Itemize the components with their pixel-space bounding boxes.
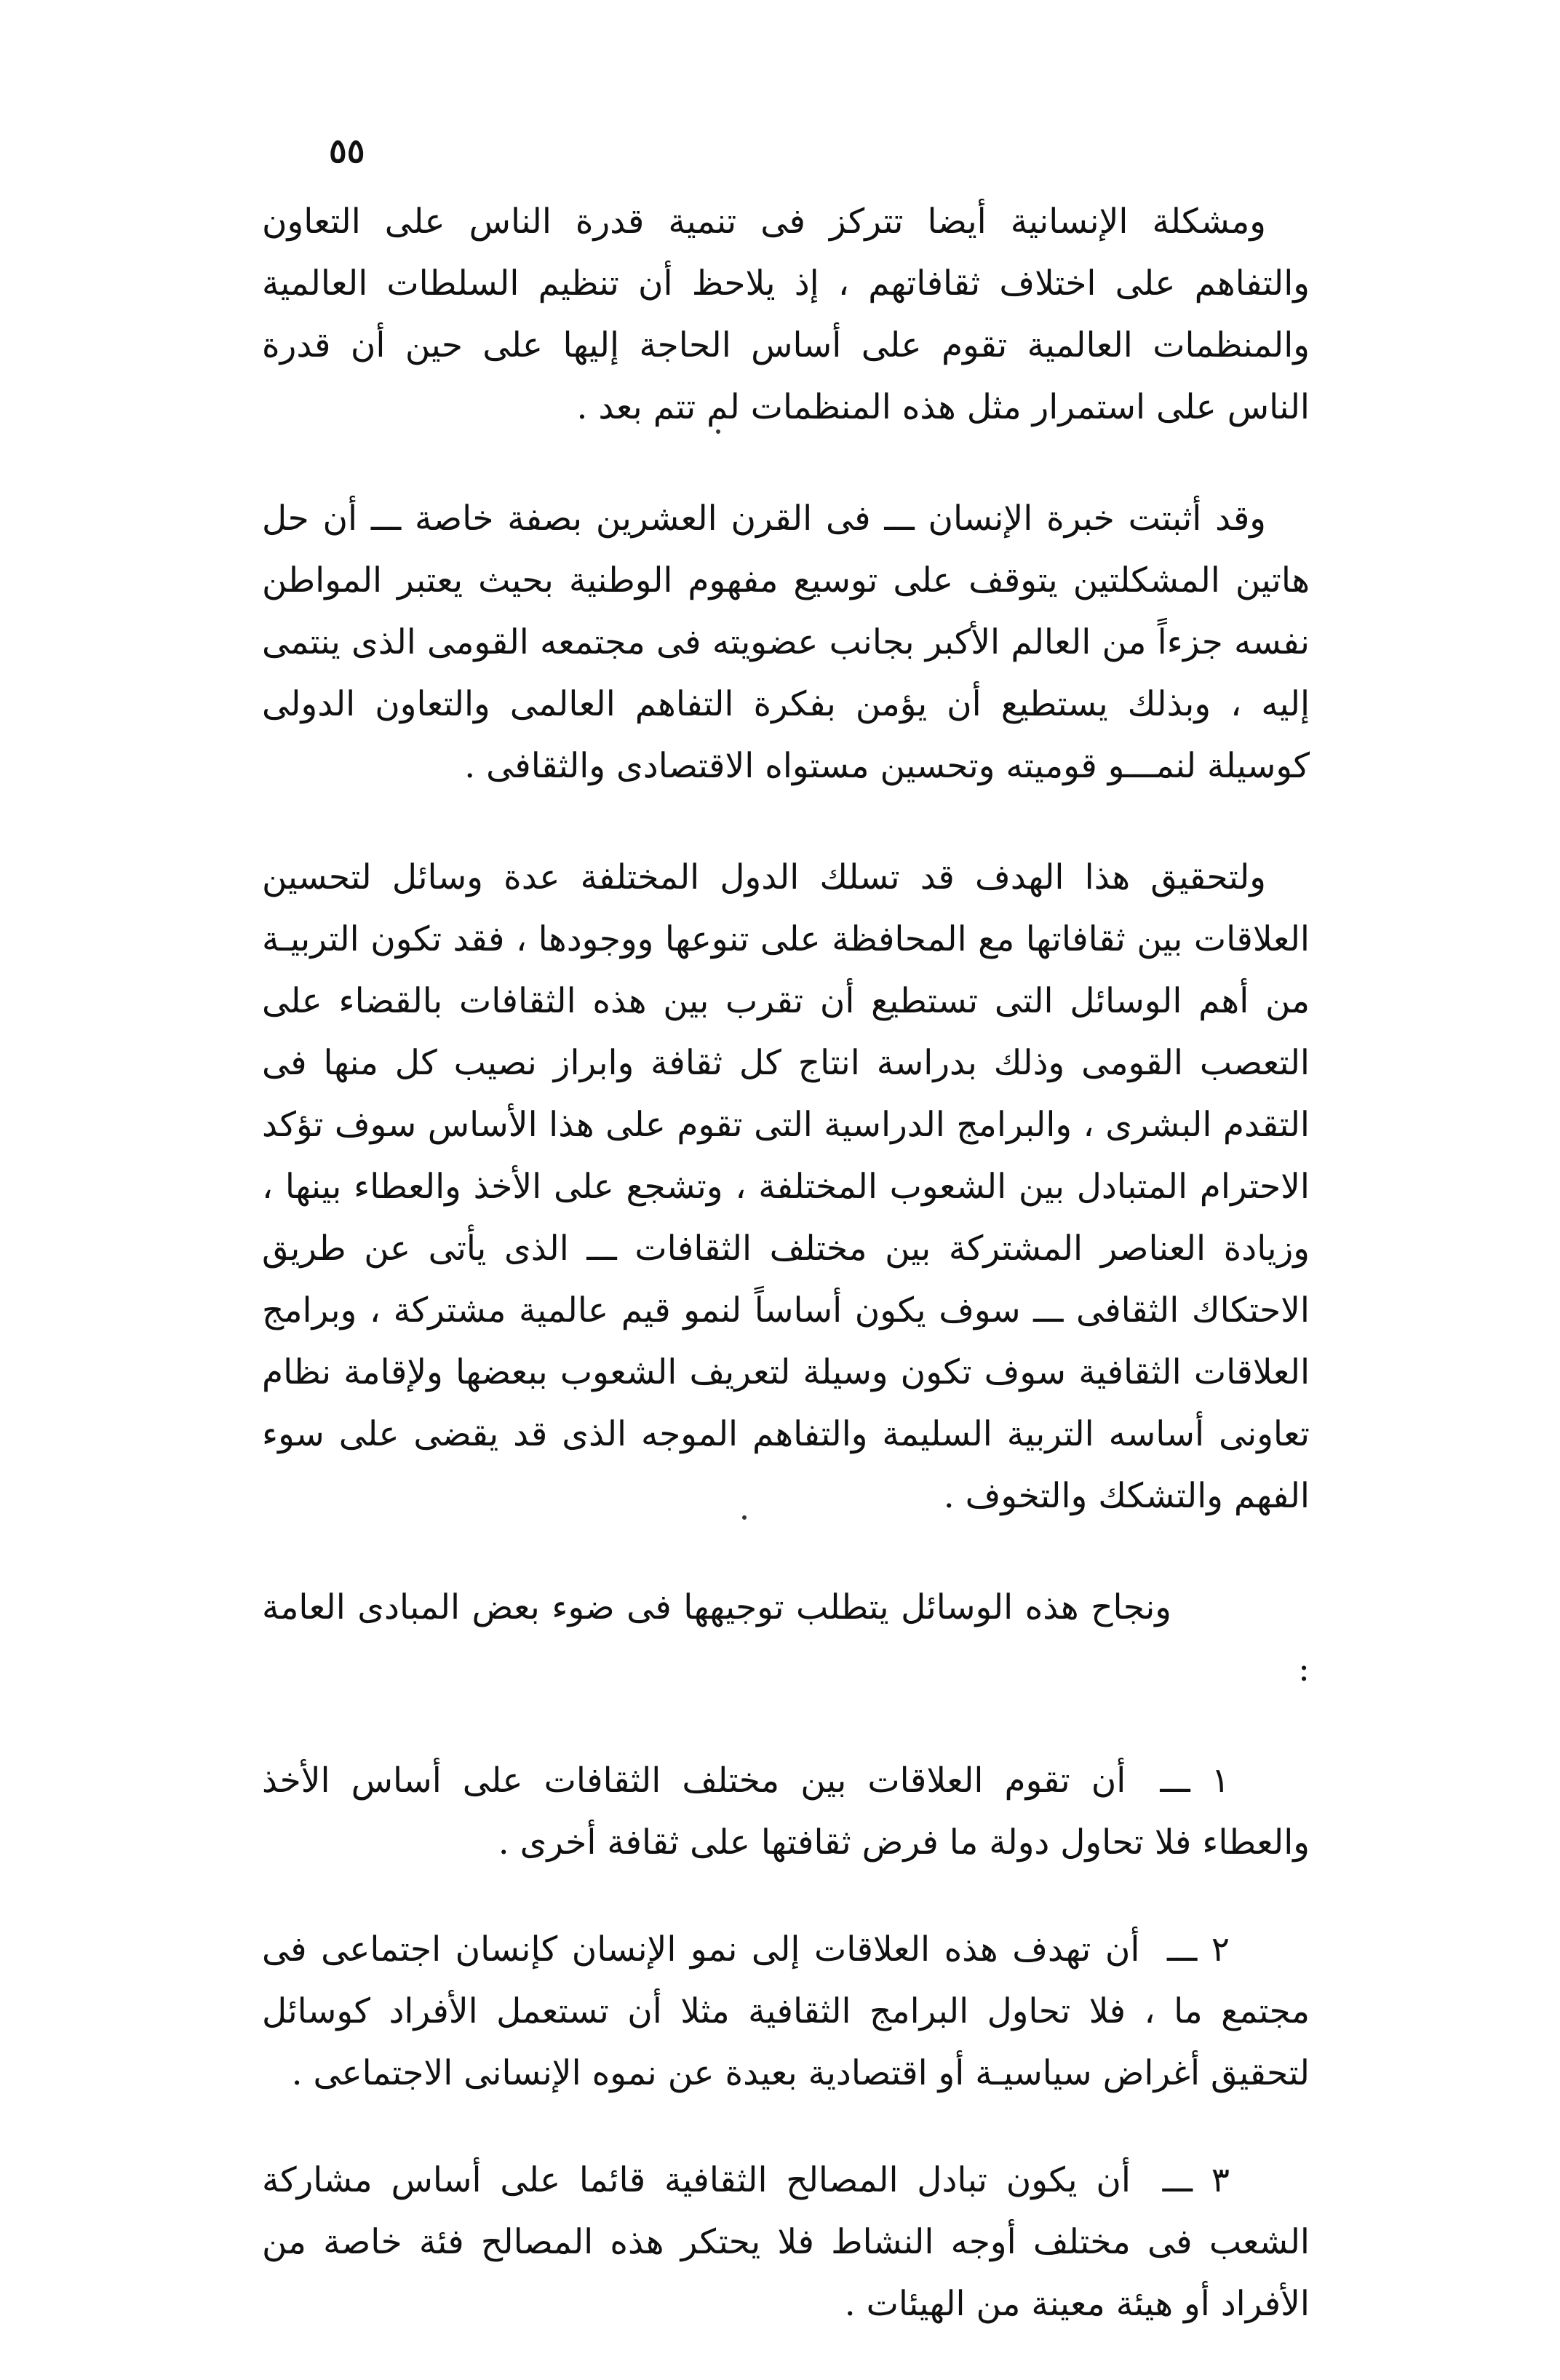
scan-speck [742, 1515, 747, 1520]
list-item-1 [262, 1750, 1310, 1873]
scan-speck [716, 429, 720, 434]
paragraph-4: ونجاح هذه الوسائل يتطلب توجيهها فى ضوء بعض المبادى العامة : [262, 1587, 1310, 1689]
paragraph-2: وقد أثبتت خبرة الإنسان ـــ فى القرن العشرين بصفة خاصة ـــ أن حل هاتين المشكلتين يتوقف على توسيع مفهوم الوطنية بحيث يعتبر المواطن نفسه جزءاً من العالم الأكبر بجانب عضويته فى مجتمعه القومى الذى ينتمى إليه ، وبذلك يستطيع أن يؤمن بفكرة التفاهم العالمى والتعاون الدولى كوسيلة لنمـــو قوميته وتحسين مستواه الاقتصادى والثقافى . [262, 499, 1310, 786]
paragraph-3: ولتحقيق هذا الهدف قد تسلك الدول المختلفة عدة وسائل لتحسين العلاقات بين ثقافاتها مع المحافظة على تنوعها ووجودها ، فقد تكون التربيـة من أهم الوسائل التى تستطيع أن تقرب بين هذه الثقافات بالقضاء على التعصب القومى وذلك بدراسة انتاج كل ثقافة وابراز نصيب كل منها فى التقدم البشرى ، والبرامج الدراسية التى تقوم على هذا الأساس سوف تؤكد الاحترام المتبادل بين الشعوب المختلفة ، وتشجع على الأخذ والعطاء بينها ، وزيادة العناصر المشتركة بين مختلف الثقافات ـــ الذى يأتى عن طريق الاحتكاك الثقافى ـــ سوف يكون أساساً لنمو قيم عالمية مشتركة ، وبرامج العلاقات الثقافية سوف تكون وسيلة لتعريف الشعوب ببعضها ولإقامة نظام تعاونى أساسه التربية السليمة والتفاهم الموجه الذى قد يقضى على سوء الفهم والتشكك والتخوف . [262, 857, 1310, 1516]
list-number: ٣ ـــ [1162, 2160, 1230, 2200]
page-number: ٥٥ [329, 131, 365, 170]
list-text: أن تهدف هذه العلاقات إلى نمو الإنسان كإنسان اجتماعى فى مجتمع ما ، فلا تحاول البرامج الثقافية مثلا أن تستعمل الأفراد كوسائل لتحقيق أغراض سياسيـة أو اقتصادية بعيدة عن نموه الإنسانى الاجتماعى . [262, 1929, 1310, 2093]
paragraph-1: ومشكلة الإنسانية أيضا تتركز فى تنمية قدرة الناس على التعاون والتفاهم على اختلاف ثقافاتهم ، إذ يلاحظ أن تنظيم السلطات العالمية والمنظمات العالمية تقوم على أساس الحاجة إليها على حين أن قدرة الناس على استمرار مثل هذه المنظمات لم تتم بعد . [262, 202, 1310, 427]
list-item-3 [262, 2149, 1310, 2335]
body-text [262, 191, 1310, 2380]
list-text: أن يكون تبادل المصالح الثقافية قائما على أساس مشاركة الشعب فى مختلف أوجه النشاط فلا يحتكر هذه المصالح فئة خاصة من الأفراد أو هيئة معينة من الهيئات . [262, 2160, 1310, 2324]
list-number: ٢ ـــ [1166, 1929, 1230, 1970]
list-item-2 [262, 1919, 1310, 2104]
list-text: أن تقوم العلاقات بين مختلف الثقافات على أساس الأخذ والعطاء فلا تحاول دولة ما فرض ثقافتها على ثقافة أخرى . [262, 1761, 1310, 1863]
list-number: ١ ـــ [1160, 1761, 1230, 1801]
